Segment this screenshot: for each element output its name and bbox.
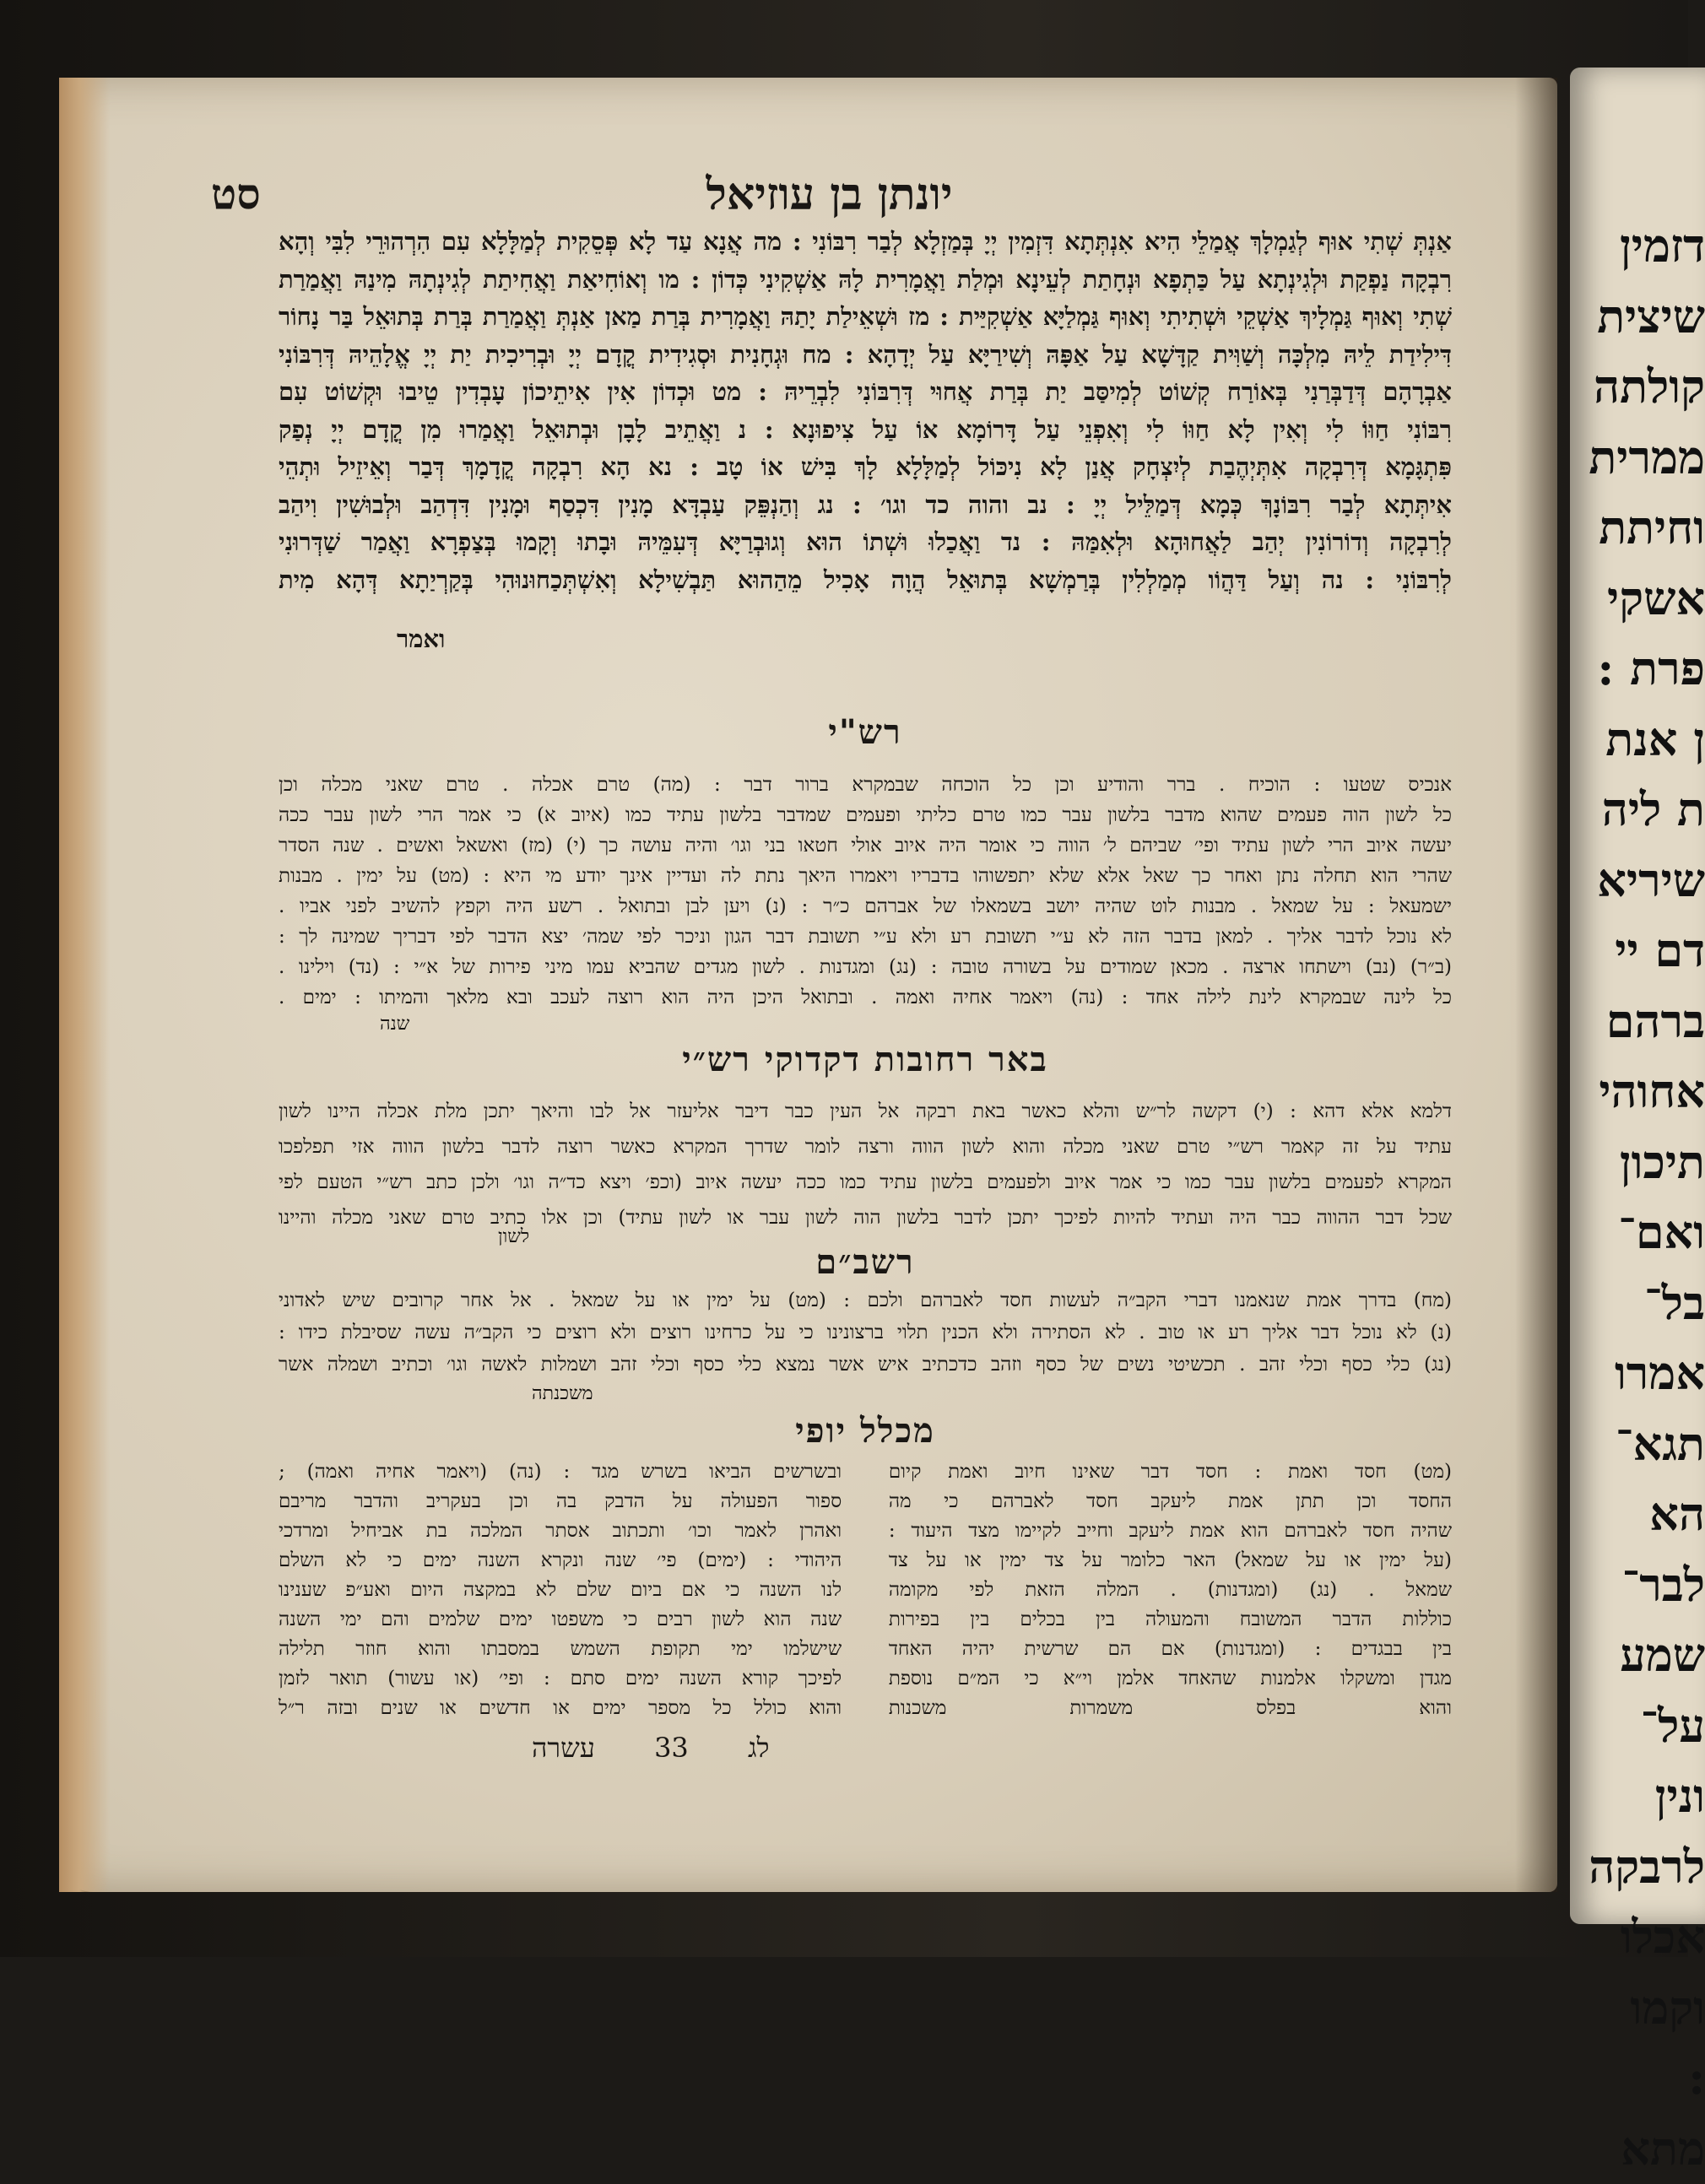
facing-page-word: לבר־ <box>1570 1550 1705 1621</box>
facing-page-word: ת ליה <box>1570 775 1705 846</box>
michlal-right-line: כוללות הדבר המשובח והמעולה בין בכלים בין בפירות <box>889 1605 1452 1635</box>
michlal-left-line: שישלמו ימי תקופת השמש במסבתו והוא חוזר תלילה <box>279 1635 842 1664</box>
michlal-right-column <box>889 1457 1452 1723</box>
facing-page-word: ברהם <box>1570 987 1705 1057</box>
signature-number: 33 <box>654 1732 689 1764</box>
header-title: יונתן בן עוזיאל <box>211 169 1448 220</box>
facing-page-word: : <box>1570 2043 1705 2114</box>
michlal-right-line: החסד וכן תתן אמת ליעקב חסד לאברהם כי מה <box>889 1487 1452 1516</box>
facing-page-word: בל־ <box>1570 1268 1705 1339</box>
targum-line: שְׁתִי וְאוּף גַּמְלָיךְ אַשְׁקֵי וּשְׁתִיתִי וְאוּף גַּמְלַיָּא אַשְׁקִיַּית : מז וּשְׁאֵילַת יָתַהּ וַאֲמָרִית בְּרַת מַאן אַנְתְּ וַאֲמַרַת בְּרַת בְּתוּאֵל בַּר נָחוֹר <box>279 298 1452 336</box>
facing-page-word: שיריא <box>1570 846 1705 916</box>
facing-page-word: דזמין <box>1570 211 1705 282</box>
targum-line: רִבּוֹנִי חַוּוֹ לִי וְאִין לָא חַוּוֹ לִי וְאִפְנֵי עַל דָּרוֹמָא אוֹ עַל צִיפוּנָא : נ וַאֲתֵיב לָבָן וּבְתוּאֵל וַאֲמַרוּ מִן קֳדָם יְיָ נְפַק <box>279 411 1452 449</box>
facing-page-word: על־ <box>1570 1691 1705 1762</box>
michlal-left-line: לפיכך קורא השנה ימים סתם : ופי׳ (או עשור) תואר לזמן <box>279 1664 842 1694</box>
targum-line: אַנְתְּ שְׁתִי אוּף לְגַמְלָךְ אֲמַלֵי הִיא אִנְתְּתָא דִּזְמִין יְיָ בְּמַזְלָא לְבַר רִבּוֹנִי : מה אֲנָא עַד לָא פְּסֵקִית לְמַלָּלָא עִם הִרְהוּרֵי לִבִּי וְהָא <box>279 223 1452 261</box>
michlal-yofi-heading: מכלל יופי <box>279 1411 1452 1451</box>
signature-hebrew: לג <box>748 1732 770 1764</box>
facing-page-word: הא <box>1570 1479 1705 1550</box>
rashi-catchword: שנה <box>380 1013 409 1035</box>
targum-text-block <box>279 223 1452 598</box>
rashi-line: שהרי הוא תחלה נתן ואחר כך שאל אלא שלא יתפשוהו בדבריו ויאמרו היאך נתת לה ועדיין אינך יודע מי היא : (מט) על ימין . מבנות <box>279 861 1452 891</box>
facing-page-word: לרבקה <box>1570 1832 1705 1903</box>
michlal-left-line: ובשרשים הביאו בשרש מגד : (נה) (ויאמר אחיה ואמה) ; <box>279 1457 842 1487</box>
targum-line: אִיתְּתָא לְבַר רִבּוֹנָךְ כְּמָא דְּמַלֵּיל יְיָ : נב והוה כד וגו׳ : נג וְהַנְפֵּק עַבְדָּא מָנִין דִּכְסַף וּמָנִין דִּדְהַב וּלְבוּשִׁין וִיהַב <box>279 486 1452 524</box>
targum-line: פִּתְגָּמָא דְּרִבְקָה אִתְּיְהֶבַת לְיִצְחָק אֲנַן לָא נִיכּוֹל לְמַלָּלָא לָךְ בִּישׁ אוֹ טָב : נא הָא רִבְקָה קֳדָמָךְ דְּבַר וְאֵיזֵיל וּתְהֵי <box>279 448 1452 486</box>
beer-line: עתיד על זה קאמר רש״י טרם שאני מכלה והוא לשון הווה ורצה לומר שדרך המקרא כאשר רוצה לדבר בלשון הווה אזי תפלפכו <box>279 1129 1452 1165</box>
targum-line: לְרִבְקָה וְדוֹרוֹנִין יְהַב לַאֲחוּהָא וּלְאִמַּהּ : נד וַאֲכַלוּ וּשְׁתוֹ הוּא וְגוּבְרַיָּא דְּעִמֵּיהּ וּבָתוּ וְקָמוּ בְּצַפְרָא וַאֲמַר שַׁדְּרוּנִי <box>279 523 1452 561</box>
michlal-right-line: (על ימין או על שמאל) האר כלומר על צד ימין או על צד <box>889 1546 1452 1576</box>
targum-line: רִבְקָה נַפְקַת וּלְגִינְתָא עַל כַּתְפָא וּנְחָתַת לְעֵינָא וּמְלַת וַאֲמָרִית לָהּ אַשְׁקִינִי כְּדוֹן : מו וְאוֹחִיאַת וַאֲחִיתַת לְגִינְתָהּ מִינַהּ וַאֲמַרַת <box>279 261 1452 299</box>
facing-page-word: ן אנת <box>1570 705 1705 776</box>
michlal-right-line: והוא בפלס משמרות משכנות <box>889 1694 1452 1723</box>
folio-number: סט <box>211 169 261 219</box>
targum-catchword: ואמר <box>397 624 445 654</box>
rashi-line: כל לינה שבמקרא לינת לילה אחד : (נה) ויאמר אחיה ואמה . ובתואל היכן היה הוא רוצה לעכב ובא מלאך והמיתו : ימים . <box>279 982 1452 1013</box>
facing-page-word: שיצית <box>1570 282 1705 353</box>
michlal-left-line: והוא כולל כל מספר ימים או חדשים או שנים ובזה ר״ל <box>279 1694 842 1723</box>
facing-page-word: ונין <box>1570 1761 1705 1832</box>
beer-rechovot-commentary <box>279 1094 1452 1235</box>
beer-line: המקרא לפעמים בלשון עבר כמו כי אמר איוב ולפעמים בלשון עתיד כמו ככה יעשה איוב (וכפ׳ ויצא כד״ה וגו׳ ולכן כתב רש״י הטעם לפי <box>279 1165 1452 1200</box>
facing-page-word: תגא־ <box>1570 1409 1705 1480</box>
facing-page-edge <box>1570 68 1705 1924</box>
rashbam-line: (נג) כלי כסף וכלי זהב . תכשיטי נשים של כסף וזהב כדכתיב איש אשר נמצא כלי כסף וכלי זהב ושמלות לאשה וגו׳ וכתיב ושמלה אשר <box>279 1349 1452 1381</box>
michlal-right-line: מגדן ומשקלו אלמנות שהאחד אלמן וי״א כי המ״ם נוספת <box>889 1664 1452 1694</box>
michlal-left-line: ואהרן לאמר וכו׳ ותכתוב אסתר המלכה בת אביחיל ומרדכי <box>279 1516 842 1546</box>
beer-line: שכל דבר ההווה כבר היה ועתיד להיות לפיכך יתכן לדבר בלשון הוה לשון עבר או לשון עתיד) וכן אלו כתיב טרם שאני מכלה והיינו <box>279 1200 1452 1235</box>
page-content <box>59 78 1557 1892</box>
rashi-line: כל לשון הוה פעמים שהוא מדבר בלשון עבר כמו טרם כליתי ופעמים שמדבר בלשון עתיד כמו (איוב א) כי אמר הרי לשון עבר ככה <box>279 800 1452 830</box>
book-page <box>59 78 1557 1892</box>
rashi-line: לא נוכל לדבר אליך . למאן בדבר הזה לא ע״י תשובת רע ולא ע״י תשובת דבר הגון וניכר לפי שמה׳ יצא הדבר לפי דבריך שמינה לך : <box>279 922 1452 952</box>
rashi-line: (ב״ר) (נב) וישתחו ארצה . מכאן שמודים על בשורה טובה : (נג) ומגדנות . לשון מגדים שהביא עמו מיני פירות של א״י : (נד) וילינו . <box>279 952 1452 982</box>
catchword: עשרה <box>532 1732 595 1764</box>
facing-page-word: דם יי <box>1570 916 1705 987</box>
beer-catchword: לשון <box>498 1225 529 1247</box>
michlal-left-line: ספור הפעולה על הדבק בה וכן בעקריב והדבר מריבם <box>279 1487 842 1516</box>
rashbam-catchword: משכנתה <box>532 1382 593 1404</box>
beer-rechovot-heading: באר רחובות דקדוקי רש״י <box>279 1040 1452 1079</box>
rashbam-commentary <box>279 1284 1452 1381</box>
facing-page-word: שמע <box>1570 1620 1705 1691</box>
targum-line: דִּילִידַת לֵיהּ מִלְכָּה וְשַׁוִּית קַדָּשָׁא עַל אַפָּהּ וְשִׁירַיָּא עַל יְדָהָא : מח וּגְחָנִית וּסְגִידִית קֳדָם יְיָ וּבְרִיכִית יַת יְיָ אֱלָהֵיהּ דְּרִבּוֹנִי <box>279 336 1452 374</box>
rashbam-heading: רשב״ם <box>279 1242 1452 1282</box>
facing-page-word: תיכון <box>1570 1127 1705 1198</box>
facing-page-word: מתא <box>1570 2114 1705 2184</box>
facing-page-word: אמרו <box>1570 1338 1705 1409</box>
targum-line: לְרִבּוֹנִי : נה וְעַל דַּהֲוֹו מְמַלְלִין בְּרַמְשָׁא בְּתוּאֵל הֲוָה אָכִיל מֵהַהוּא תַּבְשִׁילָא וְאִשְׁתְּכַחוּנוּהִי בְּקַרְיַתָא דְּהָא מִית <box>279 561 1452 599</box>
facing-page-word: וחיתת <box>1570 493 1705 564</box>
michlal-left-line: לנו השנה כי אם ביום שלם לא במקצה היום ואע״פ שענינו <box>279 1576 842 1605</box>
facing-page-word: אחוהי <box>1570 1057 1705 1127</box>
facing-page-word: ממרית <box>1570 423 1705 494</box>
michlal-left-line: היהודי : (ימים) פי׳ שנה ונקרא השנה ימים כי לא השלם <box>279 1546 842 1576</box>
targum-line: אַבְרָהָם דְּדַבְּרַנִי בְּאוֹרַח קְשׁוֹט לְמִיסַּב יַת בְּרַת אֲחוּי דְּרִבּוֹנִי לִבְרֵיהּ : מט וּכְדוֹן אִין אִיתֵיכוֹן עָבְדִין טֵיבוּ וּקְשׁוֹט עִם <box>279 373 1452 411</box>
facing-page-word: אשקי <box>1570 564 1705 635</box>
facing-page-word: וקמו <box>1570 1973 1705 2044</box>
michlal-left-column <box>279 1457 842 1723</box>
rashi-line: אנכיס שטעו : הוכיח . ברר והודיע וכן כל הוכחה שבמקרא ברור דבר : (מה) טרם אכלה . טרם שאני מכלה וכן <box>279 770 1452 800</box>
rashi-commentary <box>279 770 1452 1013</box>
facing-page-word: קולתה <box>1570 352 1705 423</box>
michlal-right-line: בין בבגדים : (ומגדנות) אם הם שרשית יהיה האחד <box>889 1635 1452 1664</box>
facing-page-word: ואם־ <box>1570 1197 1705 1268</box>
rashi-heading: רש"י <box>279 712 1452 752</box>
facing-page-word: פרת : <box>1570 634 1705 705</box>
facing-page-text <box>1570 211 1705 2184</box>
michlal-yofi-columns <box>279 1457 1452 1744</box>
michlal-right-line: (מט) חסד ואמת : חסד דבר שאינו חיוב ואמת קיום <box>889 1457 1452 1487</box>
rashi-line: ישמעאל : על שמאל . מבנות לוט שהיה יושב בשמאלו של אברהם כ״ר : (נ) ויען לבן ובתואל . רשע היה וקפץ להשיב לפני אביו . <box>279 891 1452 922</box>
page-footer <box>532 1732 820 1764</box>
facing-page-word: אכלו <box>1570 1902 1705 1973</box>
rashbam-line: (נ) לא נוכל דבר אליך רע או טוב . לא הסתירה ולא הכנין תלוי ברצונינו כי על כרחינו רוצים ולא רוצים כי הקב״ה עשה שסיבלת כידו : <box>279 1316 1452 1349</box>
beer-line: דלמא אלא דהא : (י) דקשה לר״ש והלא כאשר באת רבקה אל העין כבר דיבר אליעזר אל לבו והיאך יתכן מלת אכלה היינו לשון <box>279 1094 1452 1129</box>
michlal-right-line: שמאל . (נג) (ומגדנות) . המלה הזאת לפי מקומה <box>889 1576 1452 1605</box>
rashi-line: יעשה איוב הרי לשון עתיד ופי׳ שביהם ל׳ הווה כי אומר היה איוב אולי חטאו בני וגו׳ והיה עושה כך (י) (מז) ואשאל ואשים . שנה הסדר <box>279 830 1452 861</box>
michlal-left-line: שנה הוא לשון רבים כי משפטו ימים שלמים והם ימי השנה <box>279 1605 842 1635</box>
rashbam-line: (מח) בדרך אמת שנאמנו דברי הקב״ה לעשות חסד לאברהם ולכם : (מט) על ימין או על שמאל . אל אחר קרובים שיש לאדוני <box>279 1284 1452 1316</box>
michlal-right-line: שהיה חסד לאברהם הוא אמת ליעקב וחייב לקיימו מצד היעוד : <box>889 1516 1452 1546</box>
